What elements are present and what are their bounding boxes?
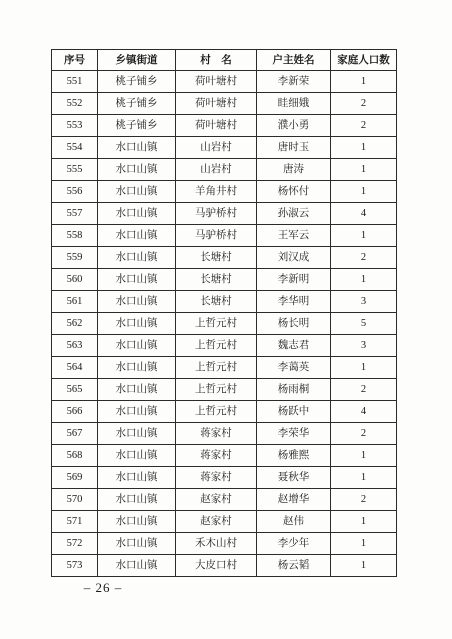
cell-members: 1 [331,225,397,247]
cell-village: 长塘村 [176,247,257,269]
cell-town: 水口山镇 [98,467,176,489]
cell-seq: 571 [52,511,98,533]
cell-householder: 李新荣 [257,71,331,93]
cell-householder: 杨云韬 [257,555,331,577]
cell-seq: 553 [52,115,98,137]
table-row [52,467,397,489]
header-householder: 户主姓名 [257,50,331,71]
cell-seq: 568 [52,445,98,467]
cell-village: 赵家村 [176,511,257,533]
cell-seq: 565 [52,379,98,401]
cell-town: 水口山镇 [98,247,176,269]
cell-town: 水口山镇 [98,269,176,291]
cell-village: 山岩村 [176,159,257,181]
table-row [52,357,397,379]
cell-members: 2 [331,423,397,445]
cell-members: 1 [331,71,397,93]
cell-householder: 刘汉成 [257,247,331,269]
cell-village: 上哲元村 [176,335,257,357]
table-row [52,93,397,115]
cell-village: 荷叶塘村 [176,93,257,115]
cell-village: 上哲元村 [176,401,257,423]
cell-town: 水口山镇 [98,159,176,181]
cell-village: 山岩村 [176,137,257,159]
cell-seq: 557 [52,203,98,225]
table-row [52,181,397,203]
cell-village: 蒋家村 [176,445,257,467]
table-row [52,247,397,269]
cell-town: 水口山镇 [98,335,176,357]
header-members: 家庭人口数 [331,50,397,71]
table-body [52,71,397,577]
table-row [52,291,397,313]
cell-seq: 552 [52,93,98,115]
cell-seq: 572 [52,533,98,555]
table-row [52,401,397,423]
table-row [52,423,397,445]
cell-town: 水口山镇 [98,379,176,401]
cell-seq: 560 [52,269,98,291]
cell-village: 大皮口村 [176,555,257,577]
cell-members: 3 [331,335,397,357]
cell-householder: 聂秋华 [257,467,331,489]
cell-town: 水口山镇 [98,555,176,577]
cell-village: 赵家村 [176,489,257,511]
cell-householder: 杨雅熙 [257,445,331,467]
cell-members: 4 [331,401,397,423]
cell-members: 1 [331,137,397,159]
cell-town: 桃子铺乡 [98,115,176,137]
cell-town: 水口山镇 [98,225,176,247]
cell-seq: 569 [52,467,98,489]
cell-householder: 濮小勇 [257,115,331,137]
cell-members: 1 [331,511,397,533]
cell-village: 马驴桥村 [176,225,257,247]
table-row [52,313,397,335]
cell-village: 蒋家村 [176,423,257,445]
cell-village: 长塘村 [176,269,257,291]
cell-seq: 562 [52,313,98,335]
cell-householder: 魏志君 [257,335,331,357]
table-row [52,511,397,533]
cell-town: 水口山镇 [98,181,176,203]
cell-seq: 559 [52,247,98,269]
table-row [52,115,397,137]
cell-householder: 李新明 [257,269,331,291]
table-row [52,269,397,291]
table-row [52,379,397,401]
cell-members: 1 [331,555,397,577]
cell-householder: 王军云 [257,225,331,247]
table-row [52,489,397,511]
cell-members: 2 [331,93,397,115]
cell-seq: 558 [52,225,98,247]
cell-householder: 眭细娥 [257,93,331,115]
cell-town: 水口山镇 [98,313,176,335]
cell-town: 水口山镇 [98,137,176,159]
cell-members: 5 [331,313,397,335]
table-row [52,445,397,467]
cell-village: 上哲元村 [176,313,257,335]
cell-town: 水口山镇 [98,203,176,225]
header-village: 村 名 [176,50,257,71]
cell-members: 1 [331,533,397,555]
cell-seq: 556 [52,181,98,203]
cell-seq: 573 [52,555,98,577]
cell-members: 1 [331,159,397,181]
cell-householder: 杨长明 [257,313,331,335]
cell-town: 水口山镇 [98,423,176,445]
table-row [52,225,397,247]
cell-seq: 561 [52,291,98,313]
cell-village: 上哲元村 [176,357,257,379]
cell-town: 水口山镇 [98,489,176,511]
cell-village: 禾木山村 [176,533,257,555]
cell-householder: 孙淑云 [257,203,331,225]
cell-town: 水口山镇 [98,445,176,467]
cell-town: 桃子铺乡 [98,71,176,93]
cell-village: 上哲元村 [176,379,257,401]
cell-members: 2 [331,247,397,269]
cell-village: 蒋家村 [176,467,257,489]
table-row [52,203,397,225]
cell-village: 长塘村 [176,291,257,313]
household-roster-table [51,49,397,577]
cell-householder: 杨怀付 [257,181,331,203]
table-row [52,71,397,93]
cell-members: 1 [331,357,397,379]
cell-seq: 555 [52,159,98,181]
cell-householder: 杨跃中 [257,401,331,423]
cell-householder: 赵伟 [257,511,331,533]
cell-householder: 李荣华 [257,423,331,445]
cell-householder: 李少年 [257,533,331,555]
table-row [52,159,397,181]
cell-town: 桃子铺乡 [98,93,176,115]
cell-householder: 李华明 [257,291,331,313]
cell-seq: 566 [52,401,98,423]
cell-seq: 563 [52,335,98,357]
cell-town: 水口山镇 [98,533,176,555]
cell-members: 4 [331,203,397,225]
table-row [52,335,397,357]
cell-town: 水口山镇 [98,511,176,533]
header-seq: 序号 [52,50,98,71]
cell-seq: 567 [52,423,98,445]
table-row [52,137,397,159]
cell-village: 羊角井村 [176,181,257,203]
cell-householder: 唐时玉 [257,137,331,159]
cell-seq: 551 [52,71,98,93]
cell-village: 荷叶塘村 [176,115,257,137]
cell-householder: 杨雨桐 [257,379,331,401]
cell-householder: 唐涛 [257,159,331,181]
cell-members: 1 [331,467,397,489]
table-row [52,555,397,577]
table-row [52,533,397,555]
cell-members: 1 [331,269,397,291]
cell-householder: 赵增华 [257,489,331,511]
cell-members: 2 [331,379,397,401]
header-town: 乡镇街道 [98,50,176,71]
cell-members: 3 [331,291,397,313]
table-header-row [52,50,397,71]
cell-members: 2 [331,489,397,511]
cell-members: 1 [331,181,397,203]
cell-town: 水口山镇 [98,401,176,423]
cell-members: 2 [331,115,397,137]
cell-village: 马驴桥村 [176,203,257,225]
cell-village: 荷叶塘村 [176,71,257,93]
cell-members: 1 [331,445,397,467]
cell-town: 水口山镇 [98,291,176,313]
cell-town: 水口山镇 [98,357,176,379]
cell-householder: 李蔼英 [257,357,331,379]
cell-seq: 554 [52,137,98,159]
page-number: – 26 – [83,580,123,595]
cell-seq: 564 [52,357,98,379]
cell-seq: 570 [52,489,98,511]
